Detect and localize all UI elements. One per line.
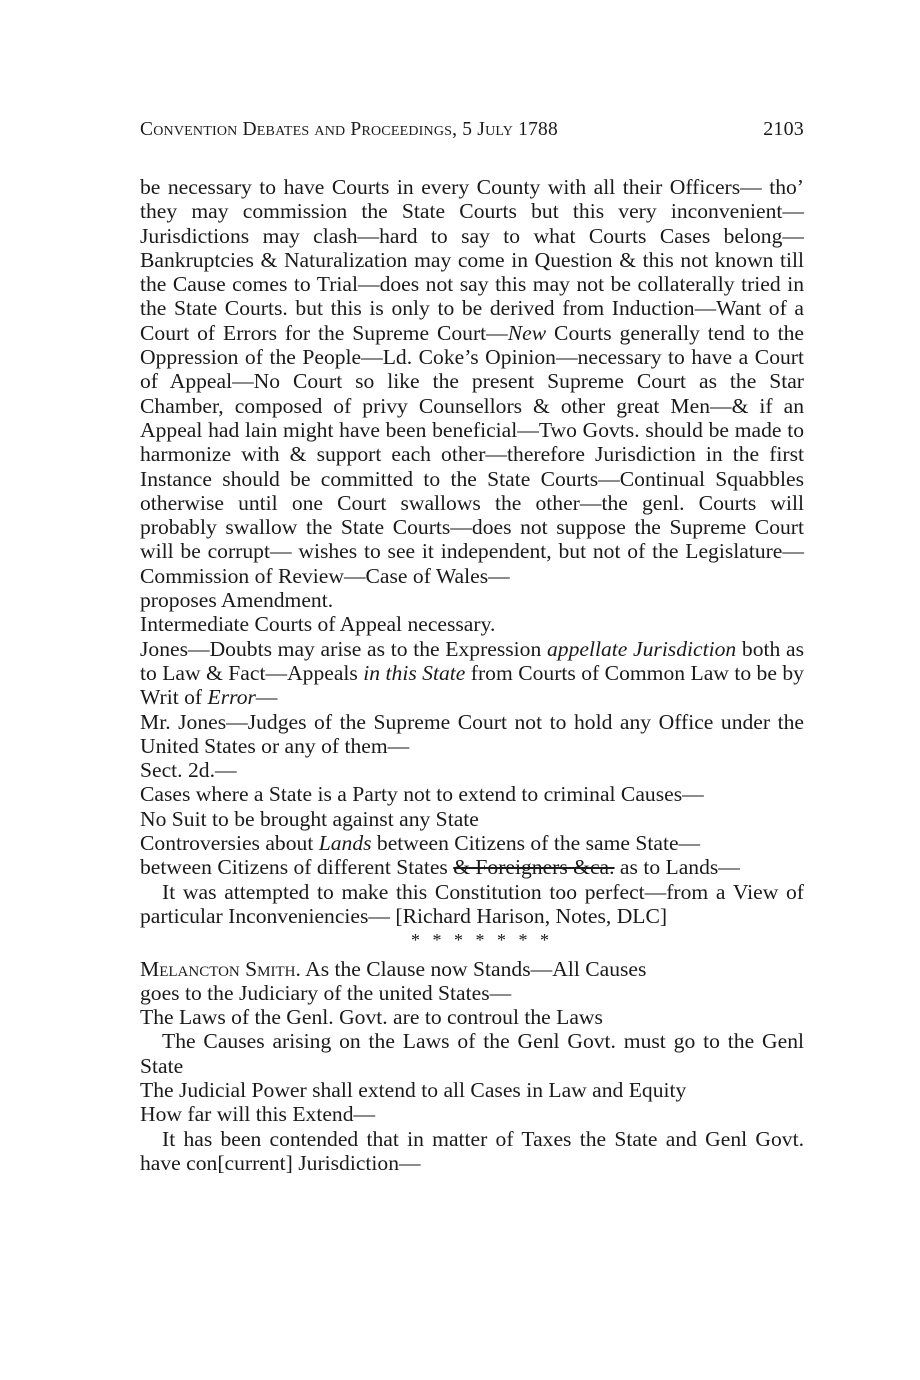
line-smith-speech [140,957,804,981]
running-head-title: Convention Debates and Proceedings, 5 July 1788 [140,119,558,140]
line-no-suit: No Suit to be brought against any State [140,806,479,831]
paragraph-causes-arising: The Causes arising on the Laws of the Genl Govt. must go to the Genl State [140,1029,804,1078]
paragraph-text: Courts generally tend to the Oppression of the People—Ld. Coke’s Opinion—necessary to have a Court of Appeal—No Court so like the present Supreme Court as the Star Chamber, composed of privy Counsellors & other great Men—& if an Appeal had lain might have been beneficial—Two Govts. should be made to harmonize with & support each other—therefore Jurisdiction in the first Instance should be committed to the State Courts—Continual Squabbles otherwise until one Court swallows the other—the genl. Courts will probably swallow the State Courts—does not suppose the Supreme Court will be corrupt— wishes to see it independent, but not of the Legislature—Commission of Review—Case of Wales— [140,320,804,588]
line-sect-2d: Sect. 2d.— [140,758,237,783]
line-how-far: How far will this Extend— [140,1102,376,1127]
line-controversies-lands [140,831,804,855]
document-body [140,175,804,1175]
italic-text: Error [207,685,256,710]
struck-text: & Foreigners &ca. [453,855,615,880]
speaker-name: Melancton Smith [140,956,296,981]
italic-text: in this State [363,660,466,685]
paragraph-text: Jones—Doubts may arise as to the Expression [140,636,547,661]
paragraph-jones-judges: Mr. Jones—Judges of the Supreme Court not to hold any Office under the United States or any of them— [140,709,804,758]
line-different-states [140,855,804,879]
section-separator: * * * * * * * [411,930,553,951]
italic-text: New [507,320,547,345]
line-criminal-causes: Cases where a State is a Party not to extend to criminal Causes— [140,782,704,807]
line-text: Controversies about [140,831,319,856]
paragraph-courts-argument [140,175,804,588]
document-page [140,118,804,1175]
line-text: . As the Clause now Stands—All Causes [295,956,647,981]
line-text: between Citizens of the same State— [371,831,701,856]
line-laws-controul: The Laws of the Genl. Govt. are to controul the Laws [140,1005,603,1030]
line-judiciary: goes to the Judiciary of the united States— [140,980,512,1005]
running-head [140,118,804,158]
line-proposes-amendment: proposes Amendment. [140,588,334,613]
italic-text: Lands [318,831,372,856]
line-text: as to Lands— [614,855,740,880]
paragraph-text: be necessary to have Courts in every County with all their Officers— tho’ they may commission the State Courts but this very inconvenient—Jurisdictions may clash—hard to say to what Courts Cases belong—Bankruptcies & Naturalization may come in Question & this not known till the Cause comes to Trial—does not say this may not be collaterally tried in the State Courts. but this is only to be derived from Induction—Want of a Court of Errors for the Supreme Court— [140,175,804,345]
paragraph-text: — [255,685,278,710]
paragraph-too-perfect: It was attempted to make this Constitution too perfect—from a View of particular Inconveniencies— [Richard Harison, Notes, DLC] [140,879,804,928]
italic-text: appellate Jurisdiction [546,636,737,661]
line-intermediate-courts: Intermediate Courts of Appeal necessary. [140,612,496,637]
paragraph-jones-doubts [140,637,804,710]
paragraph-concurrent-jurisdiction: It has been contended that in matter of Taxes the State and Genl Govt. have con[current] Jurisdiction— [140,1126,804,1175]
paragraph-text: both as to Law & Fact—Appeals [140,636,804,685]
line-judicial-power: The Judicial Power shall extend to all Cases in Law and Equity [140,1077,687,1102]
line-text: between Citizens of different States [140,855,454,880]
page-number: 2103 [763,118,804,140]
paragraph-text: from Courts of Common Law to be by Writ of [140,660,804,710]
